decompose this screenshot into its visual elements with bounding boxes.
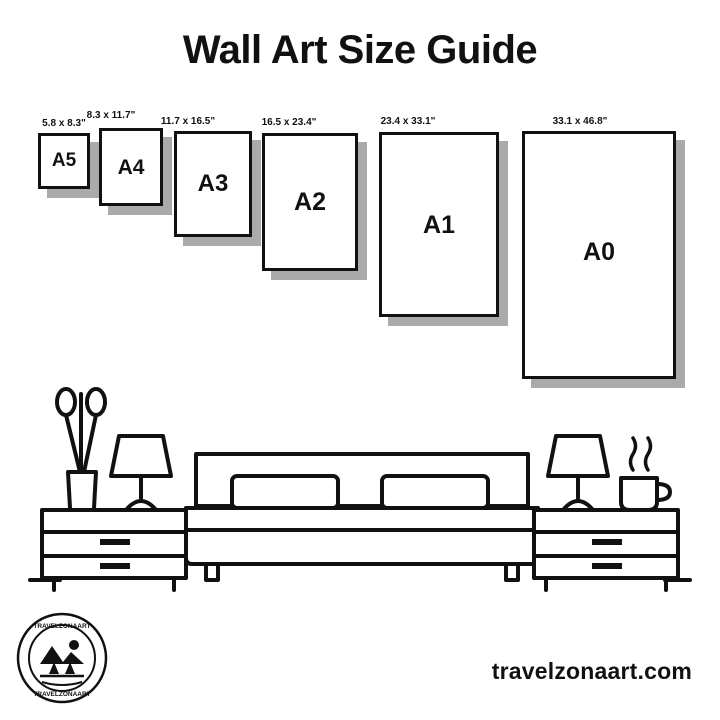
left-table-lamp-icon	[111, 436, 171, 510]
size-frame-a0[interactable]	[522, 131, 676, 379]
logo-text-top: TRAVELZONAART	[33, 623, 91, 630]
size-dimensions-a1: 23.4 x 33.1"	[380, 116, 436, 127]
size-frame-a1[interactable]	[379, 132, 499, 317]
size-dimensions-a3: 11.7 x 16.5"	[160, 116, 216, 127]
size-frame-a4[interactable]	[99, 128, 163, 206]
size-dimensions-a2: 16.5 x 23.4"	[261, 117, 317, 128]
size-dimensions-a0: 33.1 x 46.8"	[552, 116, 608, 127]
bed-icon[interactable]	[186, 454, 538, 580]
size-frame-a3[interactable]	[174, 131, 252, 237]
bedroom-scene	[0, 380, 720, 610]
coffee-cup-icon	[621, 438, 670, 510]
size-dimensions-a4: 8.3 x 11.7"	[86, 110, 136, 121]
size-label-a0: A0	[583, 238, 615, 266]
size-label-a5: A5	[51, 150, 77, 171]
size-label-a3: A3	[197, 170, 229, 197]
page-title: Wall Art Size Guide	[182, 28, 538, 72]
right-table-lamp-icon	[548, 436, 608, 510]
size-dimensions-a5: 5.8 x 8.3"	[42, 118, 86, 129]
size-frame-a5[interactable]	[38, 133, 90, 189]
plant-vase-icon	[57, 389, 105, 514]
size-label-a4: A4	[117, 156, 145, 179]
logo-text-bottom: TRAVELZONAART	[33, 691, 91, 698]
size-label-a2: A2	[294, 188, 326, 216]
size-label-a1: A1	[423, 211, 455, 239]
brand-logo[interactable]	[16, 612, 108, 704]
site-url[interactable]: travelzonaart.com	[491, 658, 692, 684]
size-chart	[0, 105, 720, 405]
left-nightstand-icon[interactable]	[42, 510, 186, 590]
size-frame-a2[interactable]	[262, 133, 358, 271]
right-nightstand-icon[interactable]	[534, 510, 678, 590]
